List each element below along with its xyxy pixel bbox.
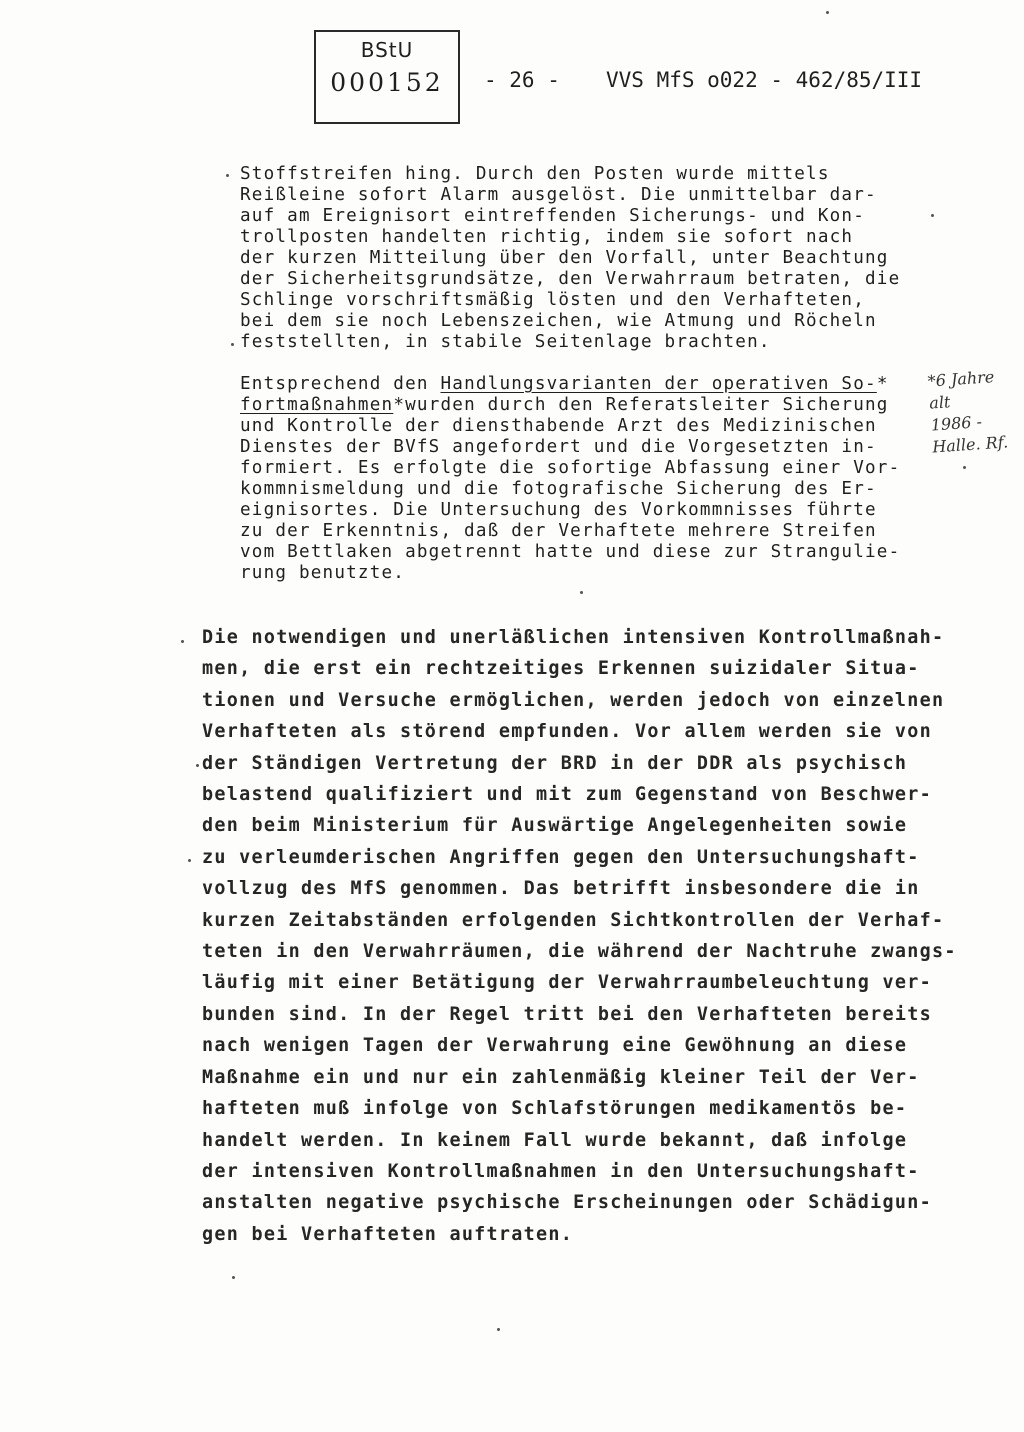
- speck: [826, 11, 829, 14]
- note-line: 1986 -: [930, 412, 983, 435]
- text-line: nach wenigen Tagen der Verwahrung eine Gewöhnung an diese: [202, 1035, 908, 1057]
- text-line: anstalten negative psychische Erscheinungen oder Schädigun-: [202, 1192, 932, 1214]
- text-line: Stoffstreifen hing. Durch den Posten wurde mittels: [240, 164, 830, 184]
- text-line: Verhafteten als störend empfunden. Vor allem werden sie von: [202, 721, 932, 743]
- text-line: bunden sind. In der Regel tritt bei den Verhafteten bereits: [202, 1003, 932, 1025]
- note-line: *6 Jahre: [927, 367, 995, 391]
- text-line: bei dem sie noch Lebenszeichen, wie Atmung und Röcheln: [240, 311, 877, 331]
- page-number: - 26 -: [484, 68, 560, 92]
- text-line: eignisortes. Die Untersuchung des Vorkommnisses führte: [240, 500, 877, 520]
- text-line: der Ständigen Vertretung der BRD in der DDR als psychisch: [202, 752, 908, 774]
- text-line: zu der Erkenntnis, daß der Verhaftete mehrere Streifen: [240, 521, 877, 541]
- stamp-number: 000152: [330, 68, 444, 97]
- handwritten-margin-note: [927, 365, 1009, 458]
- text-segment: Entsprechend den: [240, 374, 441, 394]
- text-line: vom Bettlaken abgetrennt hatte und diese zur Strangulie-: [240, 542, 901, 562]
- text-line: [240, 374, 900, 395]
- text-line: kurzen Zeitabständen erfolgenden Sichtkontrollen der Verhaf-: [202, 909, 945, 931]
- text-line: kommnismeldung und die fotografische Sicherung des Er-: [240, 479, 877, 499]
- text-line: und Kontrolle der diensthabende Arzt des Medizinischen: [240, 416, 877, 436]
- speck: [188, 859, 191, 862]
- speck: [196, 764, 199, 767]
- paragraph-incident-response: [240, 164, 900, 353]
- speck: [963, 466, 966, 469]
- archive-stamp: [314, 30, 460, 124]
- text-line: den beim Ministerium für Auswärtige Angelegenheiten sowie: [202, 815, 908, 837]
- text-line: Reißleine sofort Alarm ausgelöst. Die unmittelbar dar-: [240, 185, 877, 205]
- text-line: Maßnahme ein und nur ein zahlenmäßig kleiner Teil der Ver-: [202, 1066, 920, 1088]
- speck: [231, 343, 234, 346]
- text-line: Schlinge vorschriftsmäßig lösten und den Verhafteten,: [240, 290, 865, 310]
- speck: [226, 174, 229, 177]
- text-line: hafteten muß infolge von Schlafstörungen medikamentös be-: [202, 1098, 908, 1120]
- stamp-organization: BStU: [360, 38, 414, 62]
- text-line: tionen und Versuche ermöglichen, werden jedoch von einzelnen: [202, 689, 945, 711]
- text-line: gen bei Verhafteten auftraten.: [202, 1223, 574, 1245]
- footnote-mark: *: [876, 374, 889, 394]
- speck: [232, 1276, 235, 1279]
- document-reference: VVS MfS o022 - 462/85/III: [606, 68, 923, 92]
- text-segment: *wurden durch den Referatsleiter Sicherung: [393, 395, 889, 415]
- note-line: alt: [928, 392, 951, 413]
- text-line: der intensiven Kontrollmaßnahmen in den Untersuchungshaft-: [202, 1160, 920, 1182]
- speck: [181, 640, 184, 643]
- text-line: feststellten, in stabile Seitenlage brachten.: [240, 332, 771, 352]
- text-line: vollzug des MfS genommen. Das betrifft insbesondere die in: [202, 878, 920, 900]
- text-line: belastend qualifiziert und mit zum Gegenstand von Beschwer-: [202, 784, 932, 806]
- text-line: läufig mit einer Betätigung der Verwahrraumbeleuchtung ver-: [202, 972, 932, 994]
- text-line: auf am Ereignisort eintreffenden Sicherungs- und Kon-: [240, 206, 865, 226]
- text-line: Dienstes der BVfS angefordert und die Vorgesetzten in-: [240, 437, 877, 457]
- text-line: der Sicherheitsgrundsätze, den Verwahrraum betraten, die: [240, 269, 901, 289]
- text-line: zu verleumderischen Angriffen gegen den Untersuchungshaft-: [202, 846, 920, 868]
- text-line: [240, 395, 900, 416]
- text-line: der kurzen Mitteilung über den Vorfall, unter Beachtung: [240, 248, 889, 268]
- text-line: teten in den Verwahrräumen, die während der Nachtruhe zwangs-: [202, 941, 957, 963]
- paragraph-measures: [240, 374, 900, 584]
- speck: [497, 1328, 500, 1331]
- text-line: Die notwendigen und unerläßlichen intensiven Kontrollmaßnah-: [202, 627, 945, 648]
- speck: [580, 591, 583, 594]
- text-line: handelt werden. In keinem Fall wurde bekannt, daß infolge: [202, 1129, 908, 1151]
- note-line: Halle. Rf.: [931, 432, 1009, 457]
- paragraph-control-measures: [202, 622, 957, 1250]
- text-line: rung benutzte.: [240, 563, 406, 583]
- speck: [931, 214, 934, 217]
- underlined-text: Handlungsvarianten der operativen So-: [440, 374, 877, 394]
- text-line: men, die erst ein rechtzeitiges Erkennen suizidaler Situa-: [202, 658, 920, 680]
- text-line: trollposten handelten richtig, indem sie sofort nach: [240, 227, 854, 247]
- text-line: formiert. Es erfolgte die sofortige Abfassung einer Vor-: [240, 458, 901, 478]
- underlined-text: fortmaßnahmen: [240, 395, 394, 415]
